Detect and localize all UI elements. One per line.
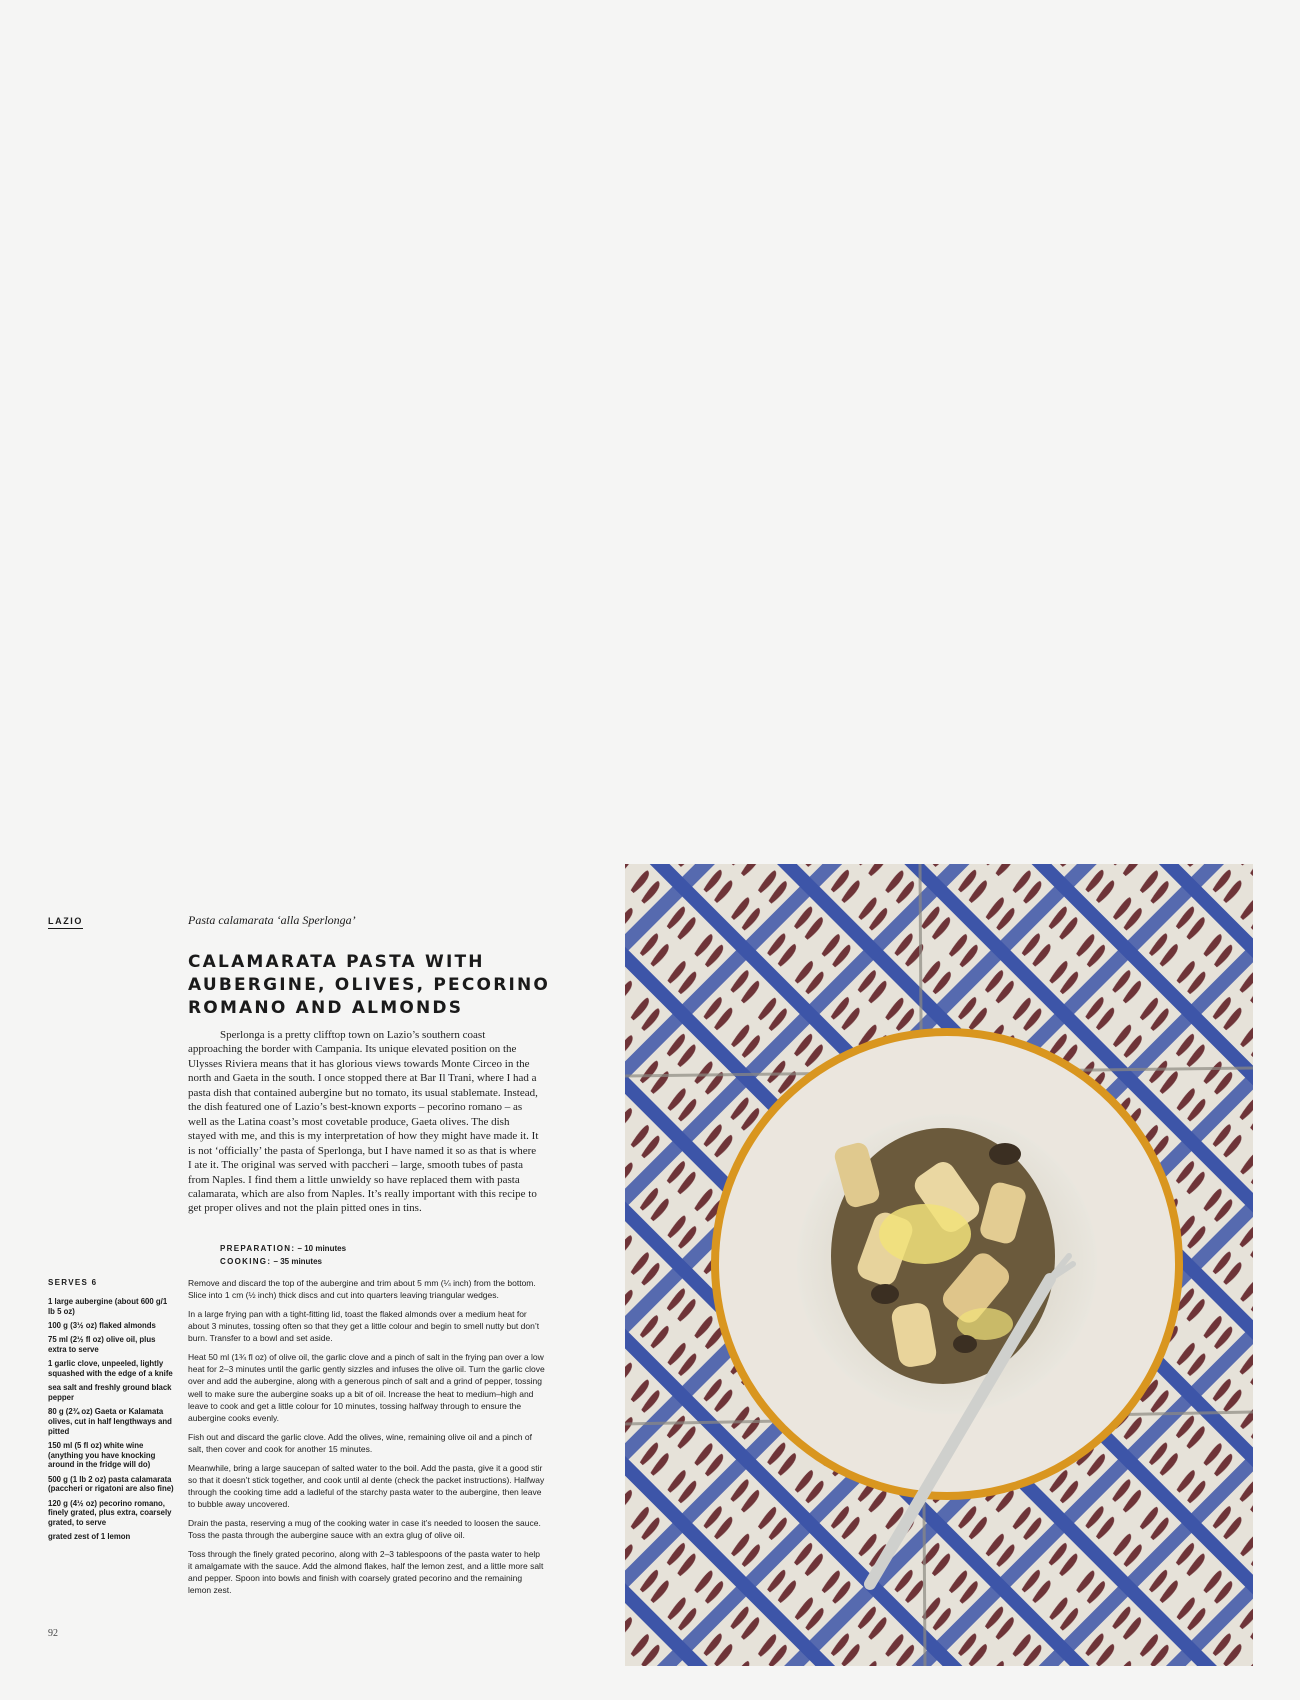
section-label: LAZIO — [48, 916, 83, 929]
cooking-time — [220, 1255, 346, 1268]
dish-photo — [625, 864, 1253, 1666]
ingredient-item: 1 garlic clove, unpeeled, lightly squashed with the edge of a knife — [48, 1359, 173, 1378]
ingredient-item: 75 ml (2½ fl oz) olive oil, plus extra to serve — [48, 1335, 156, 1354]
recipe-title: CALAMARATA PASTA WITH AUBERGINE, OLIVES, PECORINO ROMANO AND ALMONDS — [188, 952, 551, 1018]
ingredients-list — [48, 1297, 174, 1547]
ingredient-item: 1 large aubergine (about 600 g/1 lb 5 oz) — [48, 1297, 168, 1316]
page-number: 92 — [48, 1628, 58, 1639]
ingredient-item: grated zest of 1 lemon — [48, 1532, 131, 1542]
ingredient-item: 80 g (2¾ oz) Gaeta or Kalamata olives, cut in half lengthways and pitted — [48, 1407, 172, 1436]
cooking-value: – 35 minutes — [273, 1257, 322, 1266]
recipe-subtitle: Pasta calamarata ‘alla Sperlonga’ — [188, 913, 356, 927]
recipe-intro: Sperlonga is a pretty clifftop town on Lazio’s southern coast approaching the border with Campania. Its unique elevated position on the Ulysses Riviera means that it has glorious views towards Monte Circeo in the north and Gaeta in the south. I once stopped there at Bar Il Trani, where I had a pasta dish that contained aubergine but no tomato, its usual stablemate. Instead, the dish featured one of Lazio’s best-known exports – pecorino romano – as well as the Latina coast’s most covetable produce, Gaeta olives. The dish stayed with me, and this is my interpretation of how they might have made it. It is not ‘officially’ the pasta of Sperlonga, but I have named it so as that is where I ate it. The original was served with paccheri – large, smooth tubes of pasta from Naples. I find them a little unwieldy so have replaced them with pasta calamarata, which are also from Naples. It’s really important with this recipe to get proper olives and not the plain pitted ones in tins. — [188, 1029, 539, 1215]
dish-photo-illustration — [625, 864, 1253, 1666]
serves-label: SERVES 6 — [48, 1278, 98, 1287]
pasta — [831, 1128, 1055, 1384]
method-step: Heat 50 ml (1¾ fl oz) of olive oil, the garlic clove and a pinch of salt in the frying pan over a low heat for 2–3 minutes until the garlic gently sizzles and infuses the olive oil. Turn the garlic clove over and add the aubergine, along with a generous pinch of salt and a grind of pepper, tossing well to make sure the aubergine soaks up a bit of oil. Increase the heat to medium–high and leave to cook and get a little colour for 10 minutes, tossing halfway through to ensure the aubergine cooks evenly. — [188, 1352, 545, 1424]
preparation-value: – 10 minutes — [297, 1244, 347, 1253]
method-step: Remove and discard the top of the aubergine and trim about 5 mm (¼ inch) from the bottom. Slice into 1 cm (½ inch) thick discs and cut into quarters leaving triangular wedges. — [188, 1278, 536, 1301]
method-step: Drain the pasta, reserving a mug of the cooking water in case it’s needed to loosen the sauce. Toss the pasta through the aubergine sauce with an extra glug of olive oil. — [188, 1517, 541, 1541]
timings — [220, 1242, 346, 1268]
method — [188, 1277, 546, 1603]
ingredient-item: sea salt and freshly ground black pepper — [48, 1383, 172, 1402]
ingredient-item: 150 ml (5 fl oz) white wine (anything you have knocking around in the fridge will do) — [48, 1441, 156, 1470]
method-step: In a large frying pan with a tight-fitting lid, toast the flaked almonds over a medium heat for about 3 minutes, tossing often so that they get a little colour and begin to smell nutty but don’t burn. Transfer to a bowl and set aside. — [188, 1308, 540, 1344]
cooking-label: COOKING: — [220, 1257, 272, 1266]
method-step: Fish out and discard the garlic clove. Add the olives, wine, remaining olive oil and a pinch of salt, then cover and cook for another 15 minutes. — [188, 1431, 532, 1454]
method-step: Toss through the finely grated pecorino, along with 2–3 tablespoons of the pasta water to help it amalgamate with the sauce. Add the almond flakes, half the lemon zest, and a little more salt and pepper. Spoon into bowls and finish with coarsely grated pecorino and the remaining lemon zest. — [188, 1548, 544, 1596]
ingredient-item: 500 g (1 lb 2 oz) pasta calamarata (paccheri or rigatoni are also fine) — [48, 1474, 174, 1494]
preparation-label: PREPARATION: — [220, 1244, 296, 1253]
ingredient-item: 100 g (3½ oz) flaked almonds — [48, 1321, 156, 1330]
method-step: Meanwhile, bring a large saucepan of salted water to the boil. Add the pasta, give it a good stir so that it doesn’t stick together, and cook until al dente (check the packet instructions). Halfway through the cooking time add a ladleful of the starchy pasta water to the aubergine, then leave to bubble away uncovered. — [188, 1462, 545, 1510]
preparation-time — [220, 1242, 346, 1255]
ingredient-item: 120 g (4½ oz) pecorino romano, finely grated, plus extra, coarsely grated, to serve — [48, 1498, 172, 1528]
